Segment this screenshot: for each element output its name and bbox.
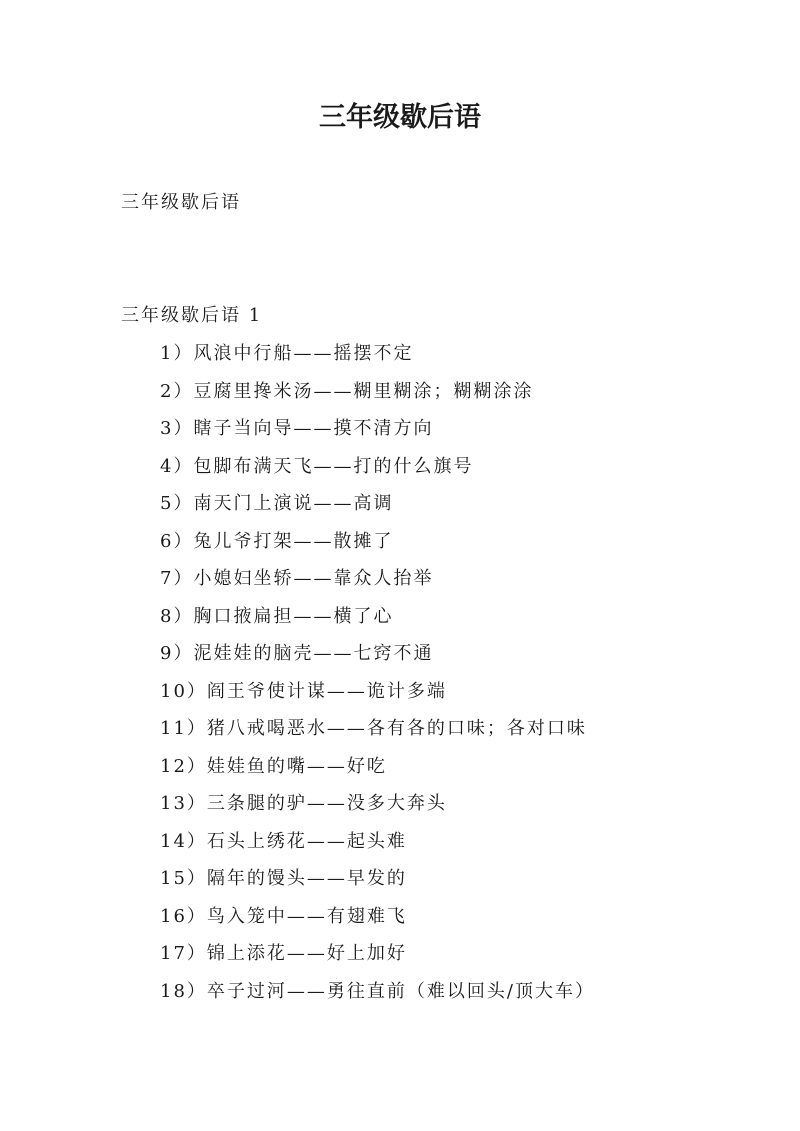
list-item: 4）包脚布满天飞——打的什么旗号 bbox=[160, 455, 474, 477]
list-item: 2）豆腐里搀米汤——糊里糊涂；糊糊涂涂 bbox=[160, 380, 534, 402]
list-item: 10）阎王爷使计谋——诡计多端 bbox=[160, 680, 447, 702]
page-title: 三年级歇后语 bbox=[319, 102, 481, 133]
list-item: 9）泥娃娃的脑壳——七窍不通 bbox=[160, 643, 434, 664]
list-item: 15）隔年的馒头——早发的 bbox=[160, 868, 407, 889]
list-item: 8）胸口掖扁担——横了心 bbox=[160, 605, 394, 627]
list-item: 3）瞎子当向导——摸不清方向 bbox=[160, 418, 434, 439]
document-subtitle: 三年级歇后语 bbox=[121, 192, 241, 213]
list-item: 14）石头上绣花——起头难 bbox=[160, 830, 407, 852]
list-item: 13）三条腿的驴——没多大奔头 bbox=[160, 793, 447, 814]
list-item: 11）猪八戒喝恶水——各有各的口味；各对口味 bbox=[160, 718, 587, 739]
list-item: 7）小媳妇坐轿——靠众人抬举 bbox=[160, 568, 434, 589]
list-item: 1）风浪中行船——摇摆不定 bbox=[160, 343, 414, 364]
list-item: 16）鸟入笼中——有翅难飞 bbox=[160, 905, 407, 927]
list-item: 17）锦上添花——好上加好 bbox=[160, 943, 407, 964]
section-heading: 三年级歇后语 1 bbox=[121, 305, 263, 326]
list-item: 5）南天门上演说——高调 bbox=[160, 493, 394, 514]
proverb-list bbox=[160, 338, 760, 1013]
list-item: 18）卒子过河——勇往直前（难以回头/顶大车） bbox=[160, 980, 595, 1002]
list-item: 12）娃娃鱼的嘴——好吃 bbox=[160, 755, 387, 777]
list-item: 6）兔儿爷打架——散摊了 bbox=[160, 530, 394, 552]
